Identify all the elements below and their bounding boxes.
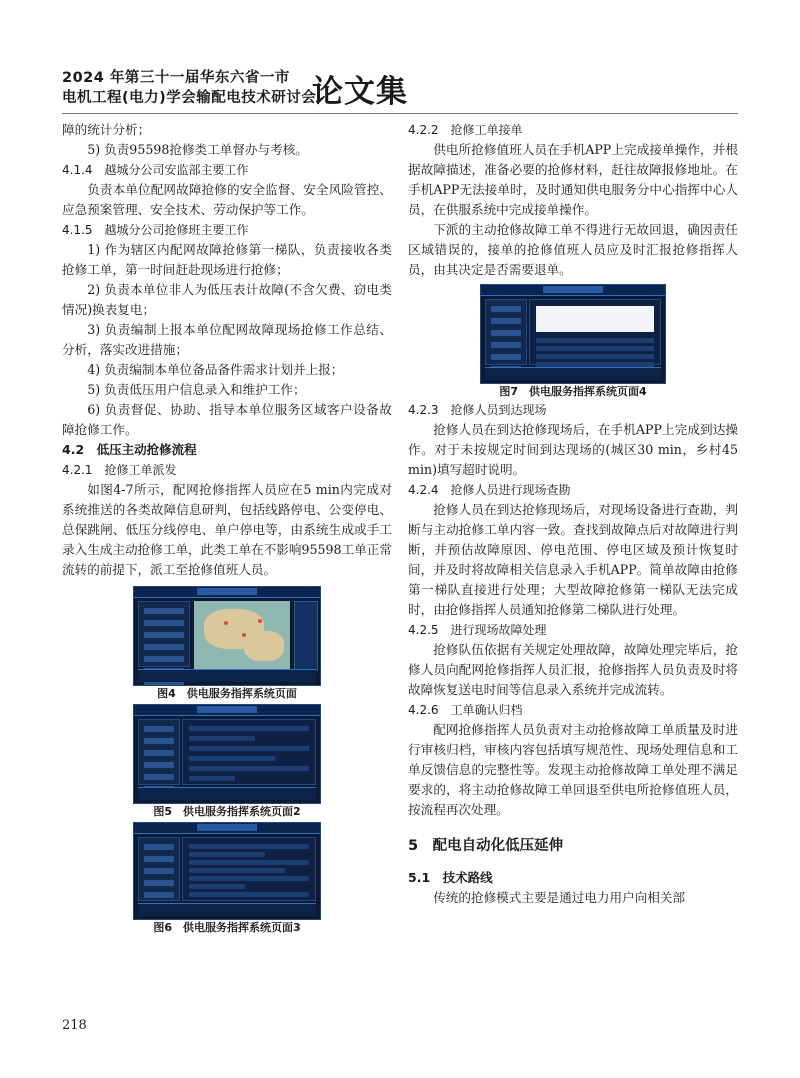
figure-6 (62, 822, 392, 936)
list-item: 3) 负责编制上报本单位配网故障现场抢修工作总结、分析，落实改进措施； (62, 322, 392, 357)
paragraph: 负责本单位配网故障抢修的安全监督、安全风险管控、应急预案管理、安全技术、劳动保护等工作。 (62, 182, 392, 217)
paragraph: 配网抢修指挥人员负责对主动抢修故障工单质量及时进行审核归档，审核内容包括填写规范性、现场处理信息和工单反馈信息的完整性等。发现主动抢修故障工单处理不满足要求的，将主动抢修故障工单回退至供电所抢修值班人员，按流程再次处理。 (408, 722, 738, 817)
figure-4 (62, 586, 392, 702)
figure-5-caption: 图5 供电服务指挥系统页面2 (153, 805, 301, 818)
paragraph: 抢修队伍依据有关规定处理故障，故障处理完毕后，抢修人员向配网抢修指挥人员汇报，抢修指挥人员负责及时将故障恢复送电时间等信息录入系统并完成流转。 (408, 642, 738, 697)
running-header (62, 58, 738, 110)
figure-7-screenshot (480, 284, 666, 384)
section-heading-5-1: 5.1 技术路线 (408, 870, 493, 885)
page-number: 218 (62, 1018, 87, 1033)
section-heading-4-1-4: 4.1.4 越城分公司安监部主要工作 (62, 163, 249, 177)
header-conference-line1: 2024 年第三十一届华东六省一市 (62, 70, 290, 86)
figure-5 (62, 704, 392, 820)
section-heading-4-2-1: 4.2.1 抢修工单派发 (62, 463, 177, 477)
section-heading-4-2-3: 4.2.3 抢修人员到达现场 (408, 403, 547, 417)
list-item: 5) 负责95598抢修类工单督办与考核。 (87, 142, 308, 157)
list-item: 4) 负责编制本单位备品备件需求计划并上报； (87, 362, 344, 377)
section-heading-4-2-2: 4.2.2 抢修工单接单 (408, 123, 523, 137)
section-heading-4-2-5: 4.2.5 进行现场故障处理 (408, 623, 547, 637)
paragraph: 抢修人员在到达抢修现场后，对现场设备进行查勘，判断与主动抢修工单内容一致。查找到故障点后对故障进行判断，并预估故障原因、停电范围、停电区域及预计恢复时间，并及时将故障相关信息录入手机APP。简单故障由抢修第一梯队直接进行处理；大型故障抢修第一梯队无法完成时，由抢修指挥人员通知抢修第二梯队进行处理。 (408, 502, 738, 617)
figure-7-caption: 图7 供电服务指挥系统页面4 (499, 385, 647, 398)
section-heading-4-1-5: 4.1.5 越城分公司抢修班主要工作 (62, 223, 249, 237)
figure-5-screenshot (133, 704, 321, 804)
figure-6-caption: 图6 供电服务指挥系统页面3 (153, 921, 301, 934)
paragraph: 如图4-7所示，配网抢修指挥人员应在5 min内完成对系统推送的各类故障信息研判，包括线路停电、公变停电、总保跳闸、低压分线停电、单户停电等，由系统生成或手工录入生成主动抢修工单，此类工单在不影响95598工单正常流转的前提下，派工至抢修值班人员。 (62, 482, 392, 577)
paragraph: 抢修人员在到达抢修现场后，在手机APP上完成到达操作。对于未按规定时间到达现场的(城区30 min，乡村45 min)填写超时说明。 (408, 422, 738, 477)
figure-4-caption: 图4 供电服务指挥系统页面 (157, 687, 297, 700)
section-heading-4-2-6: 4.2.6 工单确认归档 (408, 703, 523, 717)
header-conference-line2: 电机工程(电力)学会输配电技术研讨会 (62, 90, 317, 106)
figure-7 (408, 284, 738, 400)
section-heading-4-2-4: 4.2.4 抢修人员进行现场查勘 (408, 483, 571, 497)
header-proceedings-title: 论文集 (312, 74, 408, 110)
paragraph: 障的统计分析； (62, 122, 151, 137)
left-column (62, 120, 392, 936)
figure-6-screenshot (133, 822, 321, 920)
list-item: 6) 负责督促、协助、指导本单位服务区域客户设备故障抢修工作。 (62, 402, 392, 437)
paragraph: 供电所抢修值班人员在手机APP上完成接单操作，并根据故障描述，准备必要的抢修材料，赶往故障报修地址。在手机APP无法接单时，及时通知供电服务分中心指挥中心人员，在供服系统中完成接单操作。 (408, 142, 738, 217)
section-heading-5: 5 配电自动化低压延伸 (408, 838, 564, 854)
paragraph: 传统的抢修模式主要是通过电力用户向相关部 (433, 890, 686, 905)
list-item: 2) 负责本单位非人为低压表计故障(不含欠费、窃电类情况)换表复电； (62, 282, 392, 317)
paragraph: 下派的主动抢修故障工单不得进行无故回退，确因责任区域错误的，接单的抢修值班人员应及时汇报抢修指挥人员，由其决定是否需要退单。 (408, 222, 738, 277)
header-rule (62, 113, 738, 114)
right-column (408, 120, 738, 908)
map-image (194, 601, 290, 669)
list-item: 1) 作为辖区内配网故障抢修第一梯队，负责接收各类抢修工单，第一时间赶赴现场进行抢修； (62, 242, 392, 277)
figure-4-screenshot (133, 586, 321, 686)
section-heading-4-2: 4.2 低压主动抢修流程 (62, 442, 197, 457)
list-item: 5) 负责低压用户信息录入和维护工作； (87, 382, 306, 397)
